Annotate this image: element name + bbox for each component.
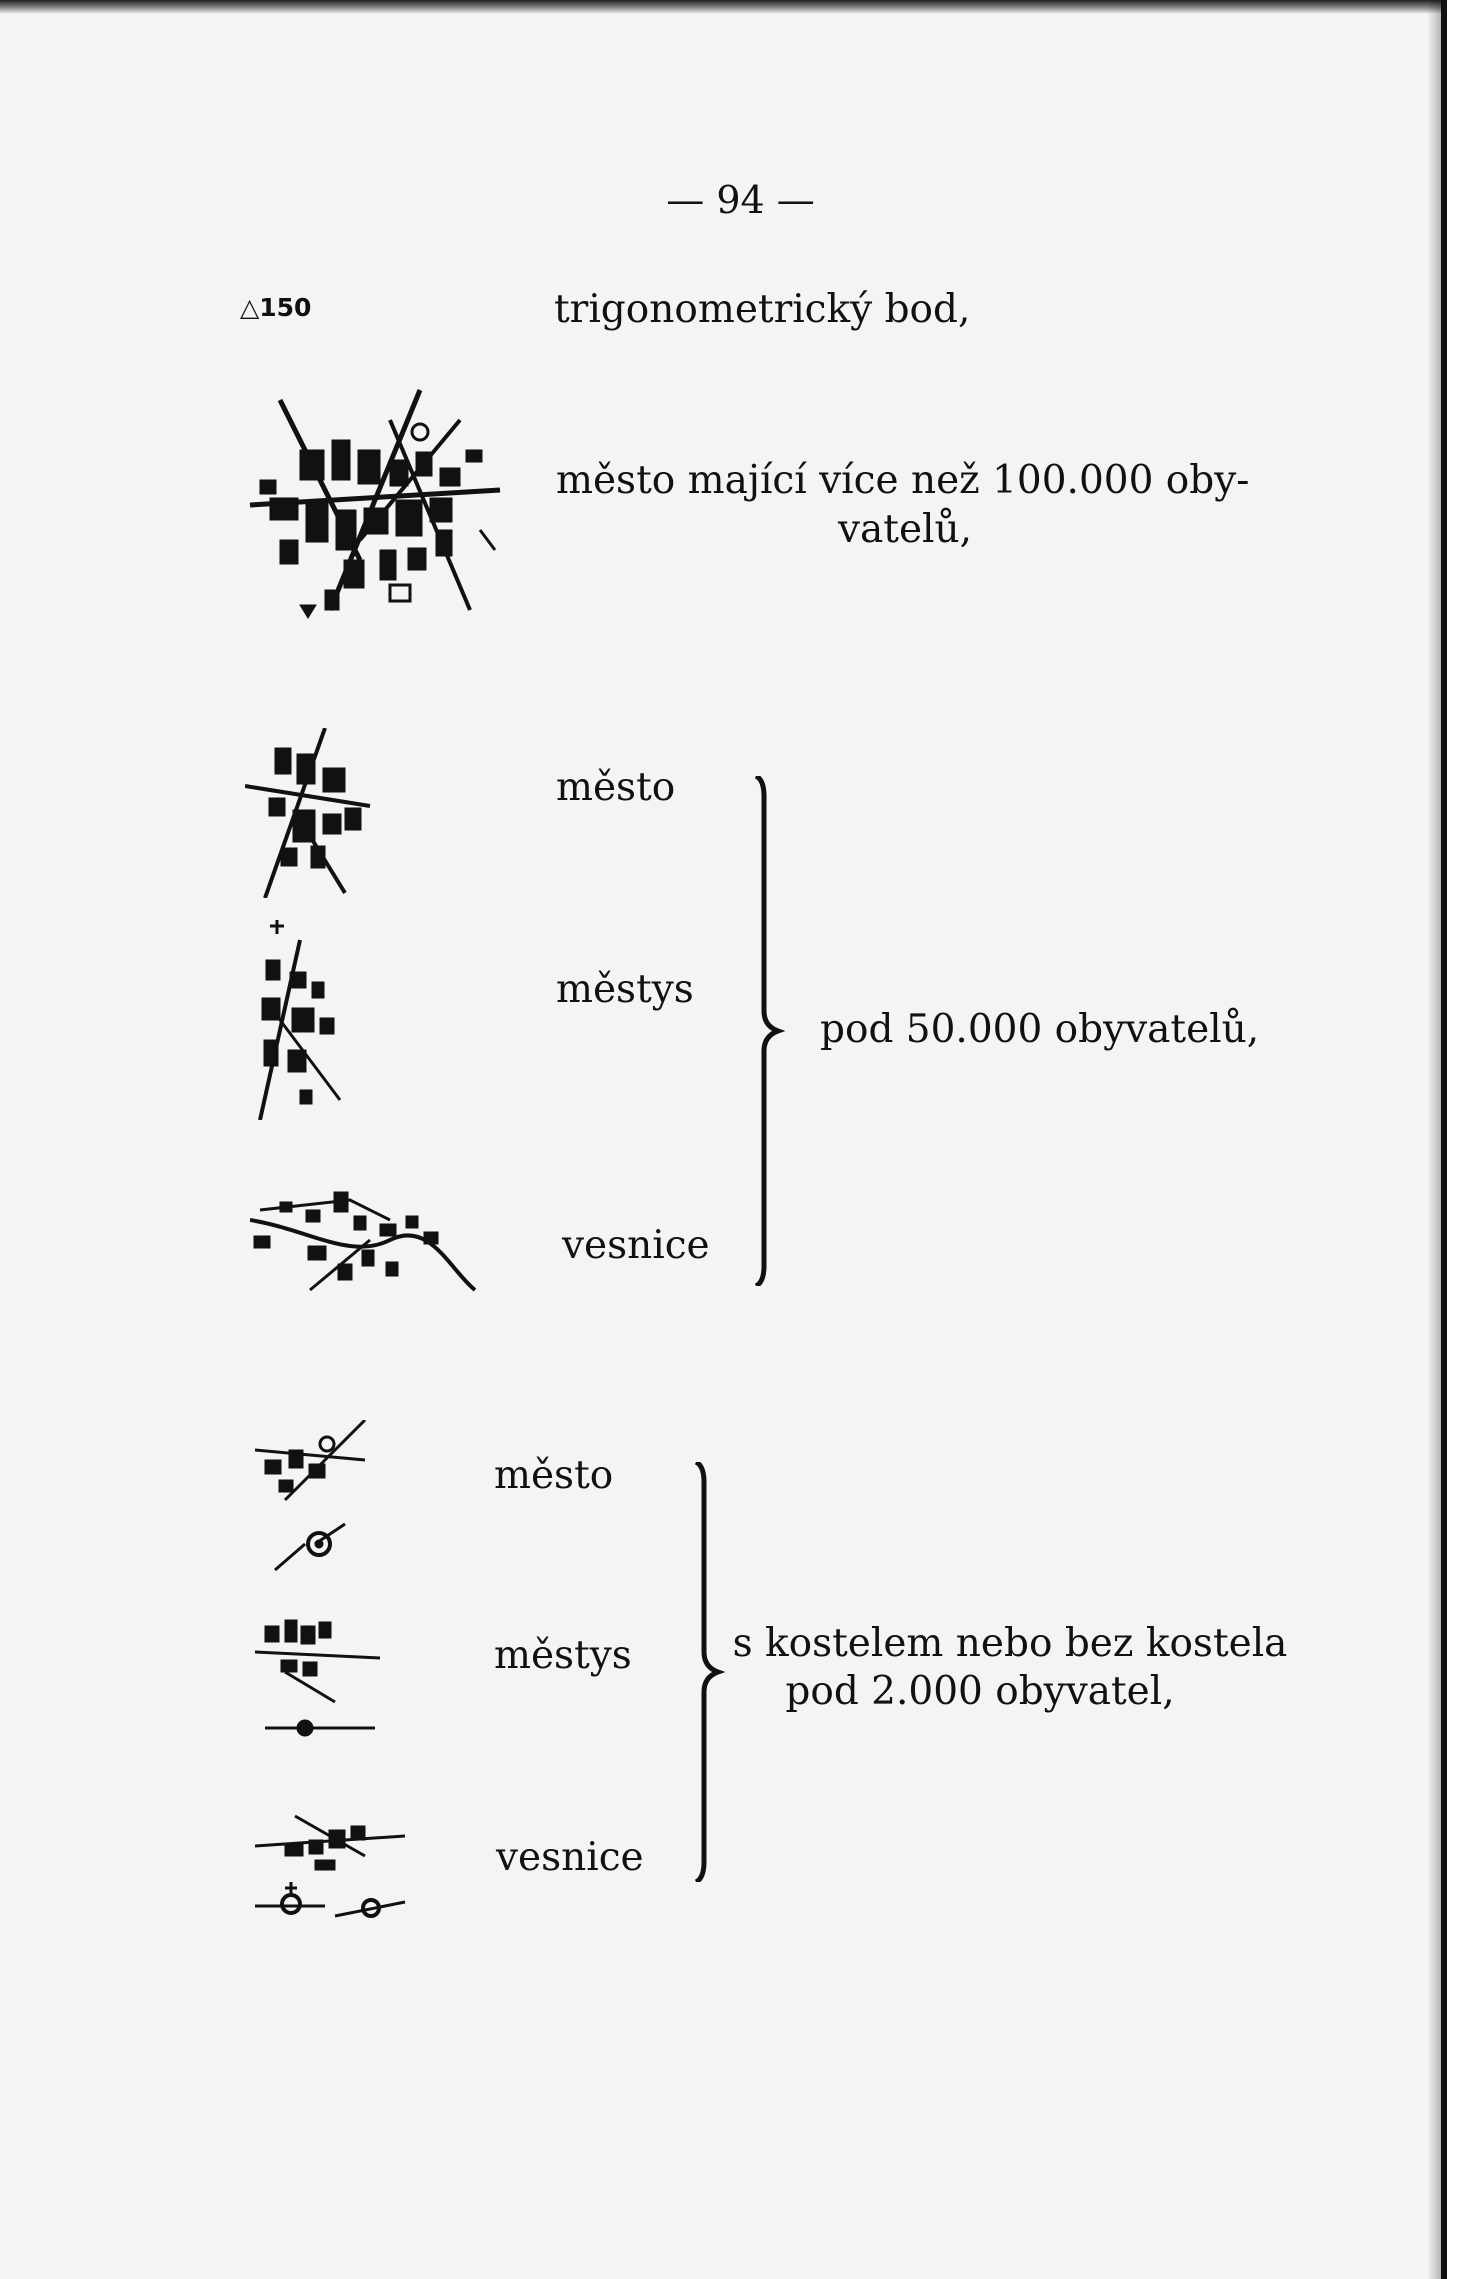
group2-description-line1: s kostelem nebo bez kostela (732, 1621, 1288, 1666)
group2-description-line2: pod 2.000 obyvatel, (785, 1669, 1175, 1714)
page-top-edge (0, 0, 1481, 14)
page-gutter-shadow (1427, 0, 1441, 2279)
small-town-symbol-icon (255, 1420, 375, 1580)
large-city-symbol-icon (240, 380, 510, 630)
trig-point-symbol: △150 (240, 293, 312, 322)
market-town-symbol-icon (250, 920, 350, 1120)
page-right-margin (1447, 0, 1481, 2279)
small-village-symbol-icon (255, 1806, 415, 1926)
group2-item-market-town: městys (494, 1633, 632, 1678)
group1-description: pod 50.000 obyvatelů, (820, 1007, 1260, 1052)
group1-item-village: vesnice (562, 1223, 710, 1268)
group1-item-market-town: městys (556, 967, 694, 1012)
group2-brace (690, 1462, 730, 1882)
big-city-label-line1: město mající více než 100.000 oby- (556, 458, 1250, 503)
page-number: — 94 — (666, 178, 815, 222)
small-market-town-symbol-icon (255, 1612, 385, 1742)
big-city-label-line2: vatelů, (838, 507, 973, 552)
trig-point-label: trigonometrický bod, (554, 287, 971, 332)
group2-item-village: vesnice (496, 1835, 644, 1880)
group1-brace (750, 776, 790, 1286)
village-symbol-icon (250, 1180, 480, 1300)
group2-item-town: město (494, 1453, 614, 1498)
town-symbol-icon (245, 728, 375, 898)
group1-item-town: město (556, 765, 676, 810)
